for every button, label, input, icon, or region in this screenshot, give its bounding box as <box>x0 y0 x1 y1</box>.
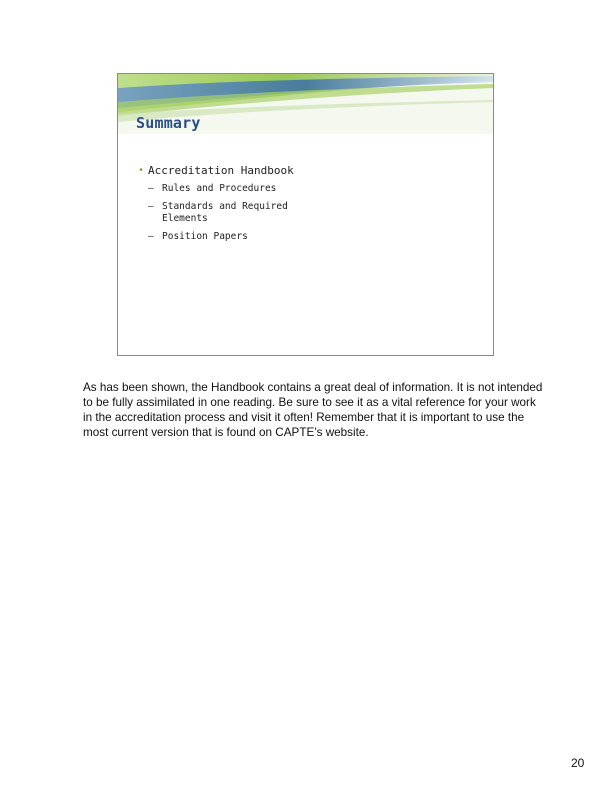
sub-bullet-text: Standards and Required Elements <box>162 201 288 224</box>
sub-bullet-text: Position Papers <box>162 231 248 242</box>
sub-bullet-list <box>148 183 478 243</box>
bullet-dot-icon: • <box>138 165 145 176</box>
sub-bullet-item <box>148 231 478 243</box>
bullet-item <box>138 164 478 177</box>
sub-bullet-item <box>148 201 478 225</box>
slide-bullet-list <box>138 164 478 249</box>
dash-icon: – <box>148 231 154 242</box>
page-number: 20 <box>571 756 585 770</box>
bullet-text: Accreditation Handbook <box>148 164 294 177</box>
slide-thumbnail <box>117 73 494 356</box>
dash-icon: – <box>148 183 154 194</box>
speaker-notes: As has been shown, the Handbook contains a great deal of information. It is not intended to be fully assimilated in one reading. Be sure to see it as a vital reference for your work in the accreditation process and visit it often! Remember that it is important to use the most current version that is found on CAPTE’s website. <box>83 381 543 439</box>
sub-bullet-text: Rules and Procedures <box>162 183 277 194</box>
sub-bullet-item <box>148 183 478 195</box>
slide-title: Summary <box>136 114 201 132</box>
dash-icon: – <box>148 201 154 212</box>
